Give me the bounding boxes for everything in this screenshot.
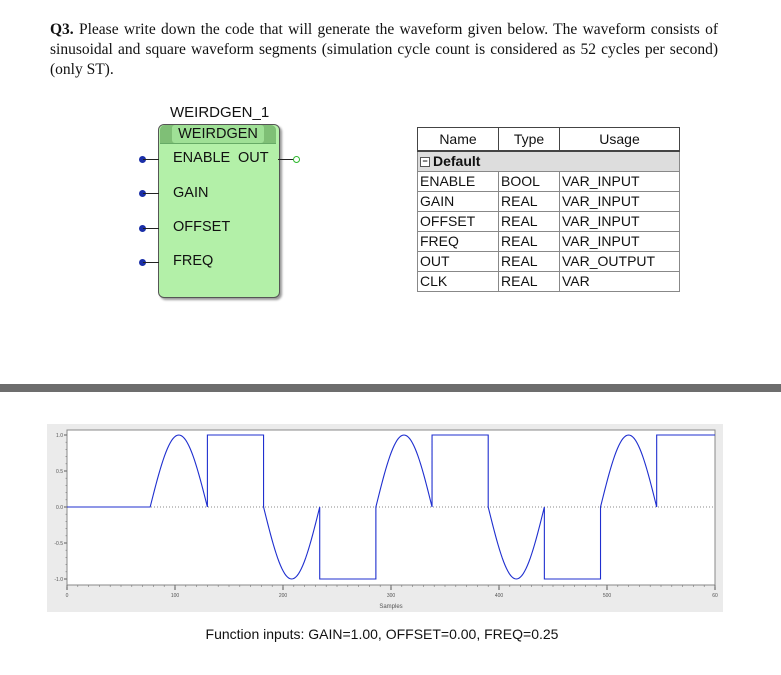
cell-name: GAIN [418, 192, 499, 212]
question-number: Q3. [50, 21, 74, 38]
table-row[interactable] [418, 272, 680, 292]
pin-offset-line [143, 228, 159, 229]
y-tick-label: -0.5 [54, 541, 63, 547]
cell-usage: VAR_INPUT [560, 172, 680, 192]
group-cell [418, 151, 680, 172]
x-tick-label: 200 [278, 593, 288, 599]
pin-enable-line [143, 159, 159, 160]
x-tick-label: 300 [386, 593, 396, 599]
cell-type: BOOL [499, 172, 560, 192]
table-header-row [418, 128, 680, 152]
waveform-chart [47, 424, 723, 612]
cell-name: FREQ [418, 232, 499, 252]
cell-name: CLK [418, 272, 499, 292]
caption-text: Function inputs: GAIN=1.00, OFFSET=0.00, FREQ=0.25 [205, 626, 559, 642]
x-tick-label: 100 [170, 593, 180, 599]
cell-usage: VAR_OUTPUT [560, 252, 680, 272]
col-header-name[interactable]: Name [418, 128, 499, 152]
pin-out-line [278, 159, 294, 160]
cell-usage: VAR_INPUT [560, 232, 680, 252]
col-header-usage[interactable]: Usage [560, 128, 680, 152]
question-body: Please write down the code that will generate the waveform given below. The waveform consists of sinusoidal and square waveform segments (simulation cycle count is considered as 52 cycles per second) (only ST). [50, 21, 719, 78]
table-row[interactable] [418, 232, 680, 252]
section-divider [0, 384, 781, 392]
cell-type: REAL [499, 272, 560, 292]
pin-offset-label: OFFSET [173, 219, 231, 235]
y-tick-label: 1.0 [56, 433, 63, 439]
figure-caption [0, 626, 781, 642]
fb-instance-name: WEIRDGEN_1 [170, 104, 270, 121]
cell-name: ENABLE [418, 172, 499, 192]
x-tick-label: 400 [494, 593, 504, 599]
y-tick-label: -1.0 [54, 577, 63, 583]
pin-freq-line [143, 262, 159, 263]
collapse-icon[interactable]: − [420, 157, 430, 167]
cell-usage: VAR_INPUT [560, 212, 680, 232]
pin-out-label: OUT [238, 150, 269, 166]
table-row[interactable] [418, 172, 680, 192]
question-text [50, 20, 718, 80]
x-axis-label: Samples [379, 604, 403, 610]
y-tick-label: 0.5 [56, 469, 63, 475]
group-label: Default [433, 153, 481, 169]
pin-out-dot[interactable] [293, 156, 300, 163]
table-group-row[interactable] [418, 151, 680, 172]
variables-table [417, 127, 680, 292]
table-row[interactable] [418, 192, 680, 212]
cell-usage: VAR [560, 272, 680, 292]
x-tick-label: 0 [65, 593, 69, 599]
col-header-type[interactable]: Type [499, 128, 560, 152]
cell-usage: VAR_INPUT [560, 192, 680, 212]
cell-type: REAL [499, 192, 560, 212]
x-tick-label: 60 [712, 593, 718, 599]
pin-gain-line [143, 193, 159, 194]
table-row[interactable] [418, 252, 680, 272]
pin-freq-label: FREQ [173, 253, 214, 269]
pin-gain-label: GAIN [173, 185, 209, 201]
table-row[interactable] [418, 212, 680, 232]
fb-type-name: WEIRDGEN [172, 125, 264, 143]
cell-type: REAL [499, 232, 560, 252]
pin-enable-label: ENABLE [173, 150, 231, 166]
x-tick-label: 500 [602, 593, 612, 599]
cell-type: REAL [499, 252, 560, 272]
y-tick-label: 0.0 [56, 505, 63, 511]
cell-type: REAL [499, 212, 560, 232]
cell-name: OUT [418, 252, 499, 272]
fb-type-header [160, 125, 276, 144]
cell-name: OFFSET [418, 212, 499, 232]
